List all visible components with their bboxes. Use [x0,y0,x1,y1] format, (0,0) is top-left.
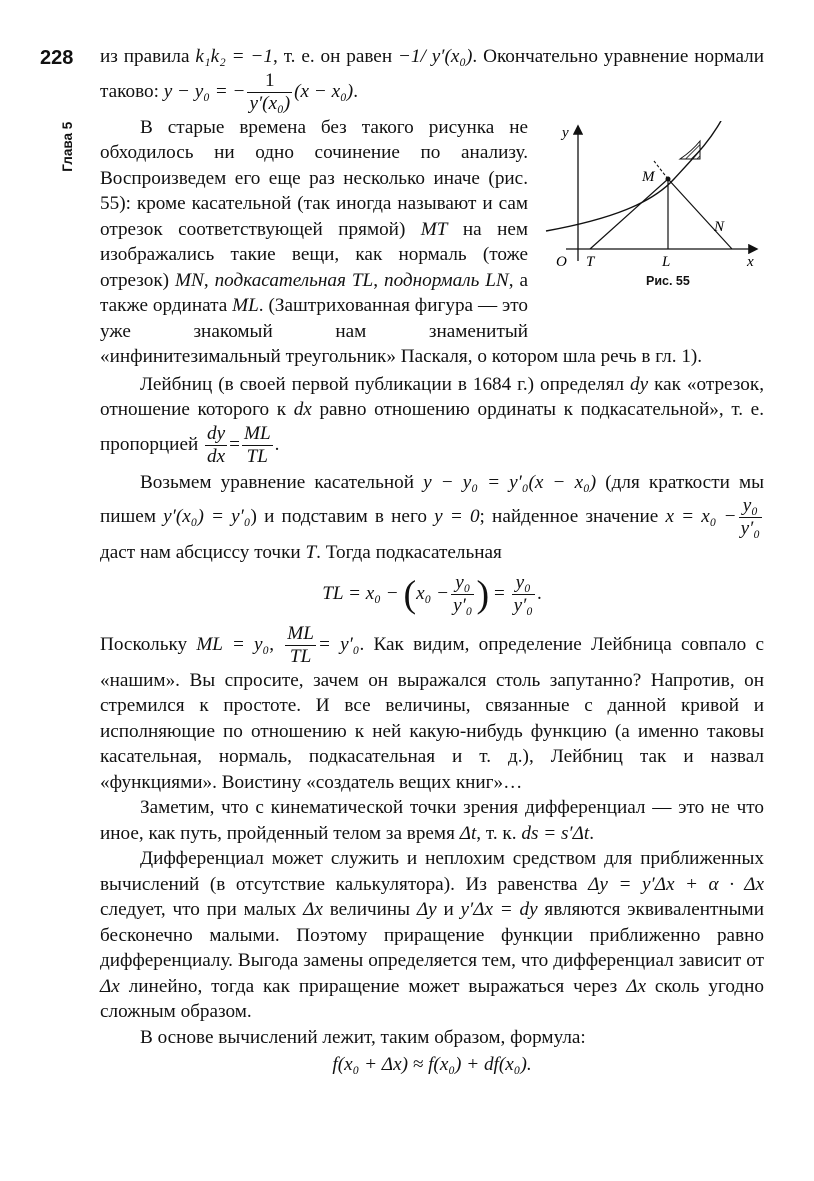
infinitesimal-triangle [680,141,700,159]
paragraph-leibniz [100,372,764,468]
text-run: на нем изображались такие вещи, как нормаль (тоже отрезок) [100,218,528,291]
equation-TL [100,572,764,617]
formula-slope: −1/ y′(x₀) [397,46,473,67]
text-run: ) и подставим в него [250,505,435,527]
formula-approximation: f(x₀ + Δx) ≈ f(x₀) + df(x₀). [332,1054,532,1075]
formula-TL-inner: x₀ − [416,582,450,604]
formula-delta-x: Δx [303,899,323,920]
fraction-numerator: ML [287,622,314,644]
formula-ds: ds = s′Δt [521,822,590,844]
fraction-y0-y0prime [739,495,762,540]
text-run: из правила [100,46,196,67]
text-run: Заметим, что с кинематической точки зрения дифференциал — это не что иное, как путь, пройденный телом за время [100,797,764,844]
text-run: сколь угодно сложным образом. [100,975,764,1022]
term-subtangent: подкасательная [214,269,346,291]
text-run: равно отношению ординаты к подкасательной», т. е. пропорцией [100,399,764,455]
label-L: L [662,253,671,270]
formula-delta-t: Δt [459,822,477,844]
figure-caption: Рис. 55 [646,273,690,288]
equals-sign: = [493,582,505,604]
text-run: как «отрезок, отношение которого к [100,373,764,420]
fraction-denominator: dx [207,445,226,467]
formula-tangent: y − y₀ = y′₀(x − x₀) [423,471,597,493]
text-run: , а также ордината [100,269,529,316]
fraction-dy-dx [205,423,227,468]
paragraph-approximation [100,846,764,1025]
chapter-tab-label: Глава 5 [60,121,76,172]
text-run: . Окончательно уравнение нормали таково: [100,46,764,102]
segment-LN: LN [485,269,509,291]
text-run: даст нам абсциссу точки [100,542,306,563]
final-formula [100,1052,764,1078]
left-paren: ( [403,573,417,615]
fraction-normal [247,70,292,115]
fraction-result [512,572,535,617]
segment-MN: MN [175,269,204,291]
formula-equals-y0prime: = y′₀ [317,633,360,655]
tangent-extension [654,161,668,179]
formula-normal-tail: (x − x₀) [294,80,354,102]
fraction-numerator: y₀ [451,572,474,595]
formula-normal-lhs: y − y₀ = − [163,80,246,102]
formula-y-prime: y′(x₀) = y′₀ [163,505,251,527]
fraction-ML-TL-2 [285,623,316,668]
text-run: . [536,582,542,604]
text-run: В основе вычислений лежит, таким образом, формула: [140,1026,586,1048]
text-run: ; найденное значение [479,505,666,527]
text-run: и [436,899,461,920]
segment-TL: TL [351,269,374,291]
fraction-numerator: 1 [247,70,292,93]
curve [546,121,722,231]
label-T: T [586,253,595,270]
formula-x-value: x = x₀ − [665,505,737,527]
figure-55-drawing [542,121,764,271]
text-run: величины [322,899,417,920]
formula-dy: y′Δx = dy [460,899,538,920]
text-column [100,44,764,1084]
formula-k1k2: k₁k₂ = −1 [195,46,274,67]
fraction-inner [451,572,474,617]
text-run: Дифференциал может служить и неплохим средством для приближенных вычислений (в отсутствие калькулятора). Из равенства [100,848,764,895]
tangent-line [590,179,668,249]
paragraph-since [100,623,764,796]
text-run: Лейбниц (в своей первой публикации в 1684 г.) определял [140,373,630,395]
text-run: . Тогда подкасательная [316,542,502,563]
formula-delta-y-2: Δy [416,899,437,920]
paragraph-tangent-equation [100,470,764,566]
point-T: T [305,542,317,563]
fraction-denominator: TL [289,645,312,667]
label-O: O [556,253,567,270]
paragraph-normal-equation [100,44,764,115]
fraction-numerator: y₀ [739,495,762,518]
point-M [666,176,671,181]
fraction-denominator: y′₀ [453,594,473,616]
paragraph-kinematic [100,795,764,846]
fraction-numerator: ML [243,422,271,444]
text-run: . (Заштрихованная фигура — это уже знакомый нам знаменитый «инфинитезимальный треугольник» Паскаля, о котором шла речь в гл. 1). [100,295,703,367]
label-x: x [747,253,754,270]
text-run: , [373,269,384,291]
fraction-numerator: dy [207,422,226,444]
normal-MN [668,179,732,249]
formula-ML-y0: ML = y₀ [196,633,270,655]
text-run: , [203,269,215,291]
text-run: В старые времена без такого рисунка не обходилось ни одно сочинение по анализу. Воспроизведем его еще раз несколько иначе (рис. 55): кроме касательной (так иногда называют и сам отрезок соответствующей прямой) [100,116,528,240]
right-paren: ) [476,573,490,615]
fraction-denominator: y′(x₀) [249,92,291,114]
equals-sign: = [229,433,240,455]
fraction-ML-TL [242,423,273,468]
figure-55 [542,121,764,333]
text-run: являются эквивалентными бесконечно малыми. Поэтому приращение функции приближенно равно дифференциалу. Выгода замены определяется тем, что дифференциал зависит от [100,899,764,971]
fraction-numerator: y₀ [512,572,535,595]
text-run: линейно, тогда как приращение может выражаться через [119,975,627,997]
var-dy: dy [629,373,649,395]
fraction-denominator: y′₀ [740,518,760,539]
text-run: . Как видим, определение Лейбница совпало с «нашим». Вы спросите, зачем он выражался столь запутанно? Напротив, он стремился к простоте. И все величины, связанные с данной кривой и исполняющие по отношению к ней какую-нибудь функцию (а именно таковы касательная, нормаль, подкасательная и т. д.), Лейбниц так и назвал «функциями». Воистину «создатель вещих книг»… [100,633,764,793]
text-run: (для краткости мы пишем [100,471,764,527]
label-M: M [642,168,655,185]
fraction-denominator: y′₀ [513,594,533,616]
var-dx: dx [293,399,312,420]
term-subnormal: поднормаль [383,269,480,291]
text-run: . [353,80,358,102]
label-N: N [714,218,725,235]
text-run: , т. е. он равен [273,46,398,67]
text-run: следует, что при малых [100,899,304,920]
text-run: Поскольку [100,633,197,655]
segment-MT: MT [420,218,448,240]
formula-y-zero: y = 0 [434,505,480,527]
paragraph-formula-intro [100,1025,764,1051]
text-run: . [589,822,594,844]
fraction-denominator: TL [246,445,268,467]
text-run: , [269,633,284,655]
segment-ML: ML [232,295,259,316]
text-run: , т. к. [476,822,522,844]
formula-delta-y: Δy = y′Δx + α · Δx [588,873,764,895]
page-number: 228 [40,47,74,69]
label-y: y [562,124,569,141]
chapter-tab [58,120,80,172]
formula-TL-lhs: TL = x₀ − [322,582,399,604]
text-run: Возьмем уравнение касательной [140,471,424,493]
formula-delta-x-3: Δx [626,975,646,997]
text-run: . [274,433,280,455]
formula-delta-x-2: Δx [100,975,120,997]
